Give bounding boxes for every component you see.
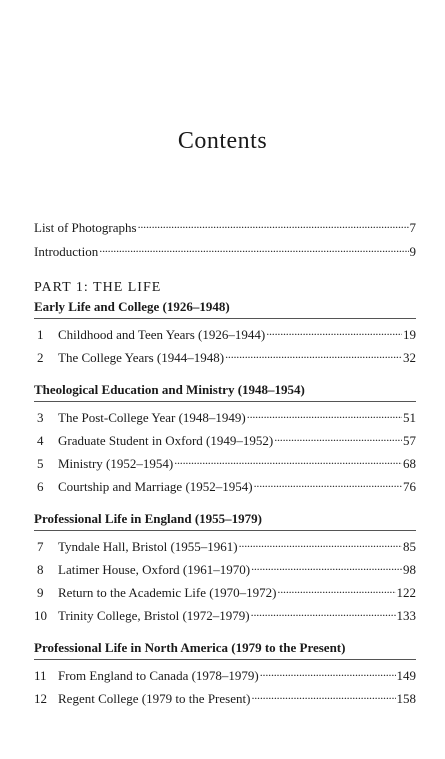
toc-entry-page: 7 xyxy=(409,220,416,235)
part-title: PART 1: THE LIFE xyxy=(34,280,162,295)
toc-chapter-6[interactable] xyxy=(34,475,416,495)
section-divider xyxy=(34,659,416,660)
chapter-title: Latimer House, Oxford (1961–1970) xyxy=(58,562,251,577)
chapter-number: 1 xyxy=(37,327,44,342)
dot-leader xyxy=(251,558,402,574)
chapter-page: 122 xyxy=(396,585,416,600)
chapter-page: 51 xyxy=(403,410,416,425)
toc-chapter-7[interactable] xyxy=(34,535,416,555)
chapter-page: 98 xyxy=(403,562,416,577)
toc-entry-label: List of Photographs xyxy=(34,220,137,235)
dot-leader xyxy=(254,475,402,491)
toc-entry-introduction[interactable] xyxy=(34,240,416,260)
dot-leader xyxy=(251,604,396,620)
chapter-title: Trinity College, Bristol (1972–1979) xyxy=(58,608,250,623)
toc-entry-label: Introduction xyxy=(34,244,99,259)
chapter-number: 2 xyxy=(37,350,44,365)
chapter-number: 9 xyxy=(37,585,44,600)
toc-chapter-8[interactable] xyxy=(34,558,416,578)
chapter-number: 11 xyxy=(34,668,47,683)
chapter-title: Tyndale Hall, Bristol (1955–1961) xyxy=(58,539,238,554)
toc-entry-page: 9 xyxy=(409,244,416,259)
chapter-page: 68 xyxy=(403,456,416,471)
toc-chapter-11[interactable] xyxy=(34,664,416,684)
chapter-number: 10 xyxy=(34,608,47,623)
dot-leader xyxy=(247,406,402,422)
chapter-number: 5 xyxy=(37,456,44,471)
chapter-page: 19 xyxy=(403,327,416,342)
dot-leader xyxy=(251,687,395,703)
dot-leader xyxy=(239,535,402,551)
chapter-number: 4 xyxy=(37,433,44,448)
toc-chapter-1[interactable] xyxy=(34,323,416,343)
section-divider xyxy=(34,401,416,402)
toc-chapter-12[interactable] xyxy=(34,687,416,707)
chapter-page: 85 xyxy=(403,539,416,554)
chapter-number: 3 xyxy=(37,410,44,425)
section-divider xyxy=(34,530,416,531)
chapter-title: Graduate Student in Oxford (1949–1952) xyxy=(58,433,274,448)
dot-leader xyxy=(260,664,396,680)
chapter-number: 8 xyxy=(37,562,44,577)
section-divider xyxy=(34,318,416,319)
toc-entry-list-of-photographs[interactable] xyxy=(34,216,416,236)
section-title: Professional Life in England (1955–1979) xyxy=(34,511,263,526)
toc-chapter-9[interactable] xyxy=(34,581,416,601)
chapter-number: 7 xyxy=(37,539,44,554)
chapter-page: 158 xyxy=(396,691,416,706)
toc-chapter-10[interactable] xyxy=(34,604,416,624)
chapter-page: 133 xyxy=(396,608,416,623)
chapter-title: Ministry (1952–1954) xyxy=(58,456,174,471)
dot-leader xyxy=(225,346,402,362)
toc-chapter-4[interactable] xyxy=(34,429,416,449)
section-title: Theological Education and Ministry (1948–1954) xyxy=(34,382,305,397)
chapter-title: Return to the Academic Life (1970–1972) xyxy=(58,585,277,600)
toc-chapter-2[interactable] xyxy=(34,346,416,366)
toc-chapter-3[interactable] xyxy=(34,406,416,426)
chapter-page: 32 xyxy=(403,350,416,365)
chapter-title: The College Years (1944–1948) xyxy=(58,350,225,365)
chapter-page: 57 xyxy=(403,433,416,448)
chapter-number: 6 xyxy=(37,479,44,494)
dot-leader xyxy=(174,452,402,468)
dot-leader xyxy=(266,323,402,339)
dot-leader xyxy=(138,216,409,232)
chapter-page: 76 xyxy=(403,479,416,494)
chapter-title: Courtship and Marriage (1952–1954) xyxy=(58,479,253,494)
section-title: Early Life and College (1926–1948) xyxy=(34,299,230,314)
dot-leader xyxy=(274,429,402,445)
dot-leader xyxy=(99,240,408,256)
chapter-title: Childhood and Teen Years (1926–1944) xyxy=(58,327,266,342)
chapter-number: 12 xyxy=(34,691,47,706)
section-title: Professional Life in North America (1979 to the Present) xyxy=(34,640,346,655)
chapter-page: 149 xyxy=(396,668,416,683)
toc-chapter-5[interactable] xyxy=(34,452,416,472)
page-title: Contents xyxy=(177,128,268,154)
dot-leader xyxy=(277,581,395,597)
chapter-title: The Post-College Year (1948–1949) xyxy=(58,410,246,425)
chapter-title: From England to Canada (1978–1979) xyxy=(58,668,259,683)
chapter-title: Regent College (1979 to the Present) xyxy=(58,691,251,706)
